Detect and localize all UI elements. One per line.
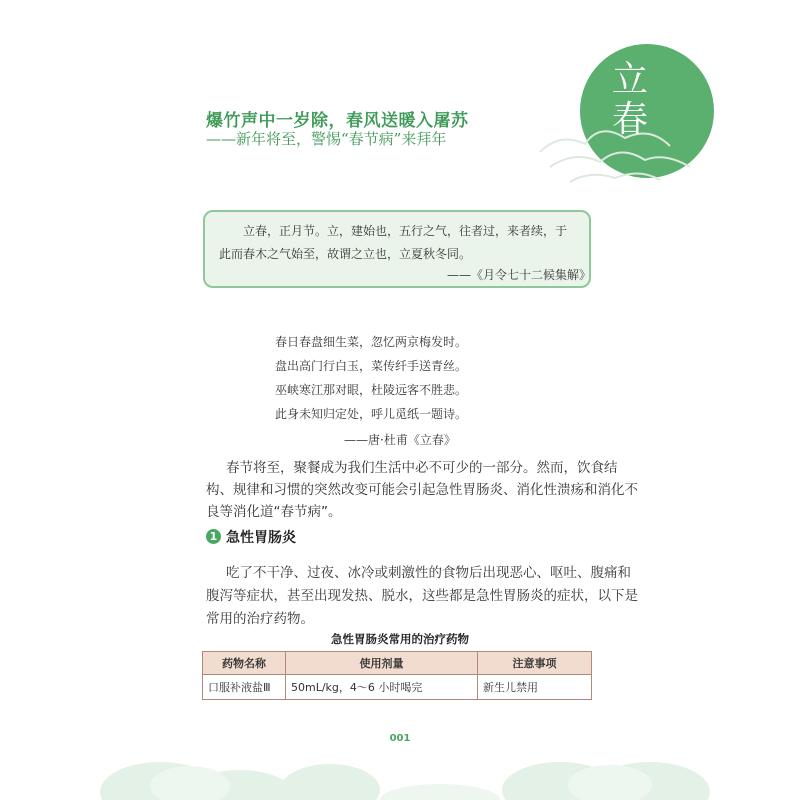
- table-row: [203, 675, 592, 700]
- chapter-title: 爆竹声中一岁除，春风送暖入屠苏: [206, 111, 469, 131]
- poem-line: 盘出高门行白玉，菜传纤手送青丝。: [275, 359, 468, 373]
- poem-line: 巫峡寒江那对眼，杜陵远客不胜悲。: [275, 383, 468, 397]
- corner-char-2: 春: [611, 99, 648, 140]
- section-title: 急性胃肠炎: [226, 530, 296, 546]
- quote-line: 立春，正月节。立，建始也，五行之气，往者过，来者续，于: [243, 224, 568, 238]
- footer-cloud-decoration-icon: [0, 730, 800, 800]
- table-cell: 新生儿禁用: [478, 675, 592, 700]
- table-caption: 急性胃肠炎常用的治疗药物: [331, 632, 469, 646]
- table-header-cell: 注意事项: [478, 652, 592, 675]
- solar-term-name: [598, 60, 662, 140]
- chapter-subtitle: ——新年将至，警惕“春节病”来拜年: [206, 130, 447, 148]
- intro-line: 构、规律和习惯的突然改变可能会引起急性胃肠炎、消化性溃疡和消化不: [206, 482, 638, 498]
- page-number: 001: [389, 733, 411, 744]
- section-line: 常用的治疗药物。: [206, 611, 314, 627]
- section-line: 吃了不干净、过夜、冰冷或刺激性的食物后出现恶心、呕吐、腹痛和: [226, 565, 631, 581]
- quote-source: ——《月令七十二候集解》: [447, 268, 592, 282]
- poem-source: ——唐·杜甫《立春》: [344, 433, 456, 447]
- intro-line: 春节将至，聚餐成为我们生活中必不可少的一部分。然而，饮食结: [226, 460, 618, 476]
- table-header-cell: 药物名称: [203, 652, 286, 675]
- corner-char-1: 立: [611, 59, 648, 100]
- drug-table: [202, 651, 592, 700]
- table-header-row: [203, 652, 592, 675]
- section-line: 腹泻等症状，甚至出现发热、脱水，这些都是急性胃肠炎的症状，以下是: [206, 588, 638, 604]
- quote-box: [203, 210, 591, 288]
- quote-line: 此而春木之气始至，故谓之立也，立夏秋冬同。: [219, 247, 472, 261]
- table-cell: 口服补液盐Ⅲ: [203, 675, 286, 700]
- poem-line: 此身未知归定处，呼儿觅纸一题诗。: [275, 407, 468, 421]
- table-cell: 50mL/kg，4～6 小时喝完: [286, 675, 478, 700]
- table-header-cell: 使用剂量: [286, 652, 478, 675]
- intro-line: 良等消化道“春节病”。: [206, 504, 342, 520]
- poem-line: 春日春盘细生菜，忽忆两京梅发时。: [275, 335, 468, 349]
- section-number-badge: 1: [206, 529, 221, 544]
